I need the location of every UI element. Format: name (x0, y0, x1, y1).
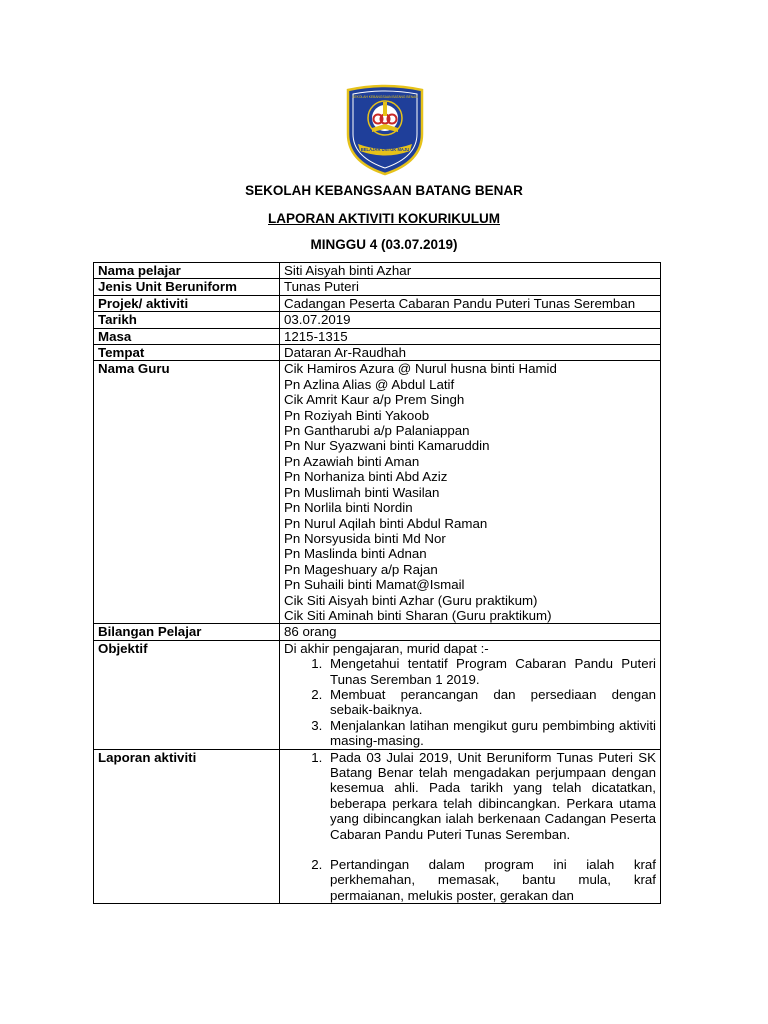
school-crest-logo (344, 84, 426, 176)
label-objektif: Objektif (94, 640, 280, 749)
report-table (93, 262, 661, 904)
label-masa: Masa (94, 328, 280, 344)
teacher-name: Pn Muslimah binti Wasilan (284, 484, 440, 500)
teacher-name: Cik Siti Aminah binti Sharan (Guru praktikum) (284, 607, 552, 623)
teacher-name: Cik Amrit Kaur a/p Prem Singh (284, 392, 465, 408)
label-jenis-unit: Jenis Unit Beruniform (94, 279, 280, 295)
row-tempat (94, 345, 661, 361)
school-name-heading: SEKOLAH KEBANGSAAN BATANG BENAR (245, 183, 523, 198)
teacher-name: Pn Azlina Alias @ Abdul Latif (284, 376, 455, 392)
value-objektif (280, 640, 661, 749)
value-tempat: Dataran Ar-Raudhah (280, 345, 661, 361)
row-nama-pelajar (94, 263, 661, 279)
teacher-name: Cik Siti Aisyah binti Azhar (Guru praktikum) (284, 592, 538, 608)
value-projek: Cadangan Peserta Cabaran Pandu Puteri Tunas Seremban (280, 295, 661, 311)
teacher-name: Pn Norsyusida binti Md Nor (284, 530, 446, 546)
week-heading: MINGGU 4 (03.07.2019) (310, 237, 458, 252)
teacher-name: Pn Gantharubi a/p Palaniappan (284, 423, 470, 439)
teacher-name: Pn Maslinda binti Adnan (284, 546, 427, 562)
teacher-name: Pn Azawiah binti Aman (284, 453, 420, 469)
label-tarikh: Tarikh (94, 312, 280, 328)
label-projek: Projek/ aktiviti (94, 295, 280, 311)
value-bilangan-pelajar: 86 orang (280, 624, 661, 640)
row-objektif (94, 640, 661, 749)
list-item: 3. Menjalankan latihan mengikut guru pembimbing aktiviti masing-masing. (326, 718, 656, 749)
logo-ring-text: SEKOLAH KEBANGSAAN BATANG BENAR (352, 95, 418, 99)
row-tarikh (94, 312, 661, 328)
teacher-name: Pn Roziyah Binti Yakoob (284, 407, 430, 423)
value-jenis-unit: Tunas Puteri (280, 279, 661, 295)
label-bilangan-pelajar: Bilangan Pelajar (94, 624, 280, 640)
row-laporan-aktiviti (94, 749, 661, 904)
value-laporan-aktiviti (280, 749, 661, 904)
value-tarikh: 03.07.2019 (280, 312, 661, 328)
laporan-list (284, 750, 656, 904)
row-masa (94, 328, 661, 344)
report-title-heading: LAPORAN AKTIVITI KOKURIKULUM (268, 211, 500, 226)
teacher-name: Pn Norlila binti Nordin (284, 500, 413, 516)
row-projek (94, 295, 661, 311)
value-nama-guru (280, 361, 661, 624)
value-nama-pelajar: Siti Aisyah binti Azhar (280, 263, 661, 279)
list-item: 1. Mengetahui tentatif Program Cabaran Pandu Puteri Tunas Seremban 1 2019. (326, 656, 656, 687)
objektif-intro: Di akhir pengajaran, murid dapat :- (284, 640, 489, 656)
value-masa: 1215-1315 (280, 328, 661, 344)
row-nama-guru (94, 361, 661, 624)
teacher-name: Pn Nurul Aqilah binti Abdul Raman (284, 515, 488, 531)
teacher-name: Pn Suhaili binti Mamat@Ismail (284, 577, 465, 593)
row-jenis-unit (94, 279, 661, 295)
list-item: 2. Membuat perancangan dan persediaan dengan sebaik-baiknya. (326, 687, 656, 718)
teacher-name: Pn Nur Syazwani binti Kamaruddin (284, 438, 490, 454)
label-tempat: Tempat (94, 345, 280, 361)
teacher-name: Cik Hamiros Azura @ Nurul husna binti Hamid (284, 361, 557, 377)
teacher-name: Pn Norhaniza binti Abd Aziz (284, 469, 448, 485)
label-nama-pelajar: Nama pelajar (94, 263, 280, 279)
teacher-name: Pn Mageshuary a/p Rajan (284, 561, 438, 577)
list-item: 1. Pada 03 Julai 2019, Unit Beruniform Tunas Puteri SK Batang Benar telah mengadakan perjumpaan dengan kesemua ahli. Pada tarikh yang telah dicatatkan, beberapa perkara telah dibincangkan. Perkara utama yang dibincangkan ialah berkenaan Cadangan Peserta Cabaran Pandu Puteri Tunas Seremban. (326, 750, 656, 842)
label-nama-guru: Nama Guru (94, 361, 280, 624)
list-item: 2. Pertandingan dalam program ini ialah kraf perkhemahan, memasak, bantu mula, kraf permaianan, melukis poster, gerakan dan (326, 857, 656, 903)
label-laporan-aktiviti: Laporan aktiviti (94, 749, 280, 904)
row-bilangan-pelajar (94, 624, 661, 640)
objektif-list (284, 656, 656, 748)
logo-motto-text: BELAJAR UNTUK MAJU (360, 147, 410, 152)
